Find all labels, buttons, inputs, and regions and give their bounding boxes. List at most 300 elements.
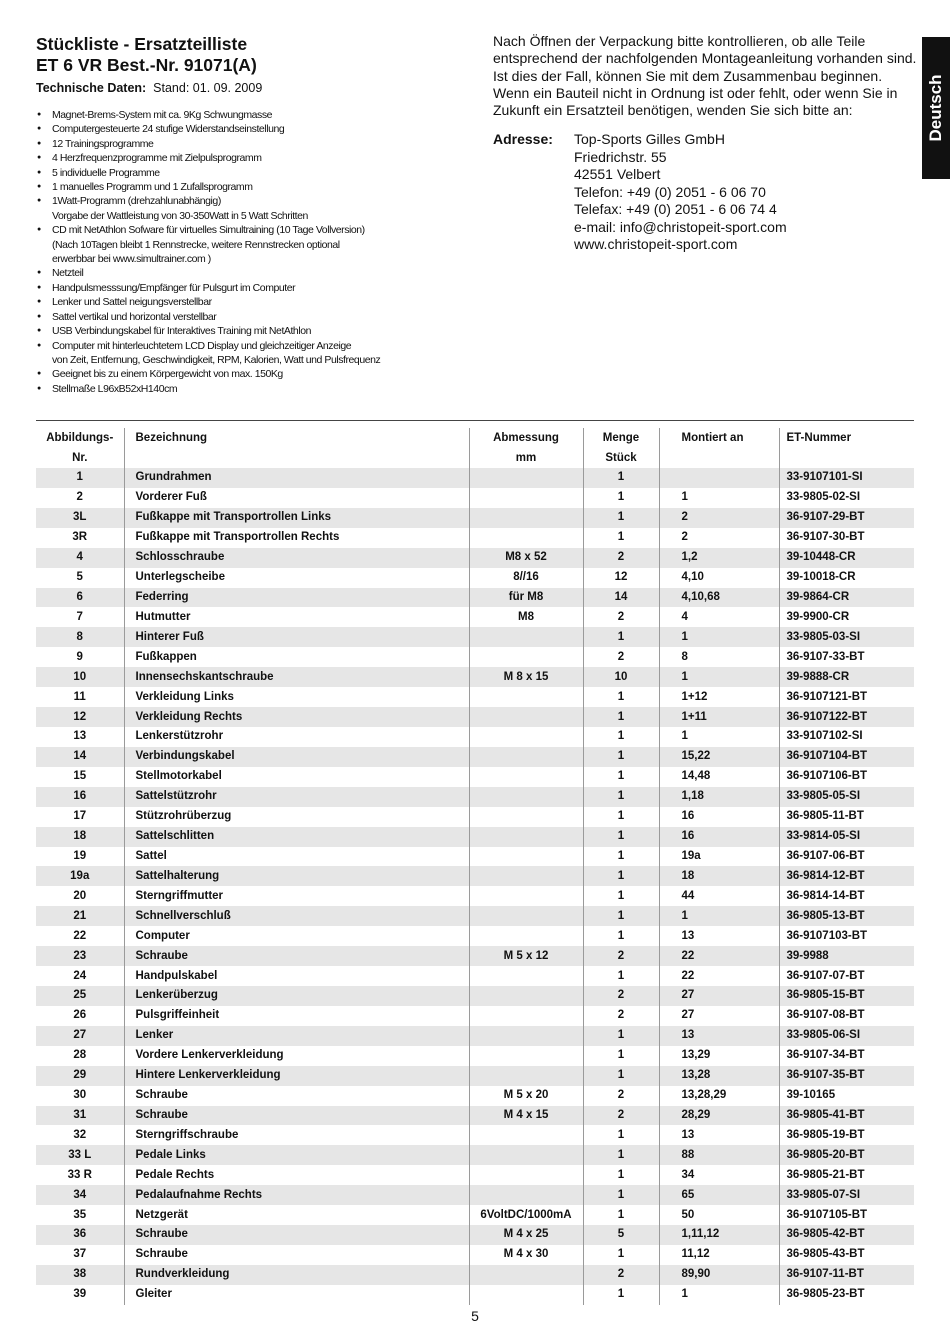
cell-et-nummer: 33-9107102-SI: [786, 730, 863, 743]
cell-abmessung: [469, 1125, 583, 1145]
cell-menge: 1: [583, 687, 659, 707]
address-line: Friedrichstr. 55: [574, 148, 667, 165]
address-line: www.christopeit-sport.com: [574, 236, 738, 252]
cell-menge: 10: [583, 667, 659, 687]
cell-et-nummer: 33-9805-03-SI: [779, 627, 914, 647]
cell-et-nummer: 36-9805-20-BT: [779, 1145, 914, 1165]
cell-montiert-an: 16: [659, 827, 779, 847]
cell-montiert-an: 13: [659, 926, 779, 946]
cell-bezeichnung: Hintere Lenkerverkleidung: [124, 1066, 469, 1086]
cell-menge: 1: [583, 1066, 659, 1086]
table-row: [36, 1285, 914, 1305]
cell-abmessung: [469, 1145, 583, 1165]
cell-et-nummer: 39-9864-CR: [779, 588, 914, 608]
feature-text: ● 12 Trainingsprogramme: [52, 137, 154, 150]
cell-menge: 1: [583, 1125, 659, 1145]
cell-menge: 1: [583, 1165, 659, 1185]
cell-montiert-an: 4: [659, 607, 779, 627]
cell-montiert-an: 2: [659, 508, 779, 528]
feature-text: ● Netzteil: [52, 267, 84, 280]
table-row: [36, 827, 914, 847]
cell-abmessung: [469, 508, 583, 528]
cell-abmessung: [469, 847, 583, 867]
feature-text: ● USB Verbindungskabel für Interaktives Training mit NetAthlon: [52, 325, 311, 338]
cell-abmessung: [469, 747, 583, 767]
cell-menge: 1: [583, 627, 659, 647]
cell-abmessung: M 5 x 12: [469, 946, 583, 966]
cell-menge: 2: [583, 946, 659, 966]
cell-et-nummer: 36-9107-35-BT: [779, 1066, 914, 1086]
cell-bezeichnung: Rundverkleidung: [124, 1265, 469, 1285]
cell-bezeichnung: Sattel: [124, 847, 469, 867]
table-row: [36, 568, 914, 588]
cell-abmessung: [469, 1066, 583, 1086]
table-row: [36, 1066, 914, 1086]
address-line: e-mail: info@christopeit-sport.com: [574, 218, 787, 235]
feature-text: ● Handpulsmesssung/Empfänger für Pulsgurt im Computer: [52, 281, 296, 294]
cell-montiert-an: 16: [659, 807, 779, 827]
cell-nr: 14: [36, 747, 124, 767]
table-row: [36, 807, 914, 827]
cell-montiert-an: 1: [659, 727, 779, 747]
cell-montiert-an: 27: [659, 986, 779, 1006]
feature-text: von Zeit, Entfernung, Geschwindigkeit, RPM, Kalorien, Watt und Pulsfrequenz: [52, 353, 381, 366]
cell-et-nummer: 33-9814-05-SI: [779, 827, 914, 847]
technical-data-date: Stand: 01. 09. 2009: [153, 81, 263, 95]
cell-nr: 32: [36, 1125, 124, 1145]
cell-bezeichnung: Pedalaufnahme Rechts: [124, 1185, 469, 1205]
cell-nr: 12: [36, 707, 124, 727]
cell-nr: 24: [36, 966, 124, 986]
feature-text: ● Lenker und Sattel neigungsverstellbar: [52, 296, 212, 309]
feature-item: [36, 122, 380, 136]
cell-bezeichnung: Schraube: [124, 1225, 469, 1245]
header-et-nummer: ET-Nummer: [786, 431, 852, 444]
cell-nr: 26: [36, 1006, 124, 1026]
address-lines: [574, 131, 834, 254]
cell-montiert-an: 1: [659, 667, 779, 687]
cell-abmessung: [469, 707, 583, 727]
cell-nr: 31: [36, 1106, 124, 1126]
cell-abmessung: [469, 906, 583, 926]
cell-nr: 11: [36, 687, 124, 707]
feature-text: Vorgabe der Wattleistung von 30-350Watt in 5 Watt Schritten: [52, 209, 308, 222]
table-row: [36, 607, 914, 627]
table-row: [36, 588, 914, 608]
cell-menge: 1: [583, 926, 659, 946]
technical-data-line: [36, 80, 262, 96]
cell-bezeichnung: Vorderer Fuß: [124, 488, 469, 508]
cell-nr: 23: [36, 946, 124, 966]
cell-nr: 7: [36, 607, 124, 627]
cell-menge: 1: [583, 1145, 659, 1165]
cell-montiert-an: 19a: [659, 847, 779, 867]
cell-nr: 19: [36, 847, 124, 867]
cell-nr: 9: [36, 647, 124, 667]
cell-bezeichnung: Lenkerüberzug: [124, 986, 469, 1006]
document-title: [36, 34, 257, 76]
cell-montiert-an: 13,29: [659, 1046, 779, 1066]
cell-abmessung: [469, 1165, 583, 1185]
cell-et-nummer: 36-9805-43-BT: [786, 1248, 865, 1261]
cell-menge: 1: [583, 767, 659, 787]
cell-menge: 1: [583, 747, 659, 767]
cell-menge: 1: [583, 807, 659, 827]
cell-abmessung: [469, 767, 583, 787]
cell-abmessung: M 4 x 15: [469, 1106, 583, 1126]
cell-bezeichnung: Netzgerät: [124, 1205, 469, 1225]
cell-abmessung: [469, 468, 583, 488]
cell-et-nummer: 36-9107-07-BT: [786, 969, 865, 982]
cell-et-nummer: 36-9107103-BT: [786, 929, 868, 942]
cell-menge: 1: [583, 827, 659, 847]
cell-menge: 1: [583, 847, 659, 867]
cell-menge: 1: [583, 1046, 659, 1066]
table-row: [36, 548, 914, 568]
cell-abmessung: für M8: [469, 588, 583, 608]
table-row: [36, 1225, 914, 1245]
cell-et-nummer: 36-9805-13-BT: [779, 906, 914, 926]
cell-nr: 3L: [36, 508, 124, 528]
table-row: [36, 1205, 914, 1225]
cell-abmessung: [469, 687, 583, 707]
cell-abmessung: 6VoltDC/1000mA: [469, 1205, 583, 1225]
feature-text: ● Computer mit hinterleuchtetem LCD Display und gleichzeitiger Anzeige: [52, 339, 352, 352]
cell-nr: 3R: [36, 528, 124, 548]
table-row: [36, 866, 914, 886]
feature-text: ● Magnet-Brems-System mit ca. 9Kg Schwungmasse: [52, 109, 273, 121]
header-montiert-sub: [659, 448, 779, 468]
table-row: [36, 946, 914, 966]
cell-nr: 15: [36, 767, 124, 787]
cell-montiert-an: 1: [659, 627, 779, 647]
title-line-2: ET 6 VR Best.-Nr. 91071(A): [36, 55, 257, 75]
title-line-1: Stückliste - Ersatzteilliste: [36, 34, 248, 54]
cell-nr: 37: [36, 1245, 124, 1265]
cell-abmessung: M 4 x 25: [469, 1225, 583, 1245]
cell-montiert-an: 34: [659, 1165, 779, 1185]
cell-bezeichnung: Verkleidung Rechts: [124, 707, 469, 727]
header-et-sub: [779, 448, 914, 468]
cell-montiert-an: 1,18: [659, 787, 779, 807]
cell-abmessung: [469, 1026, 583, 1046]
cell-nr: 20: [36, 886, 124, 906]
cell-bezeichnung: Sattelschlitten: [124, 827, 469, 847]
cell-montiert-an: 13,28,29: [659, 1086, 779, 1106]
feature-item: [36, 339, 380, 368]
cell-nr: 5: [36, 568, 124, 588]
cell-bezeichnung: Handpulskabel: [124, 966, 469, 986]
cell-menge: 1: [583, 906, 659, 926]
cell-abmessung: [469, 787, 583, 807]
feature-text: ● Sattel vertikal und horizontal verstellbar: [52, 310, 217, 323]
cell-abmessung: M 8 x 15: [469, 667, 583, 687]
cell-et-nummer: 36-9107-30-BT: [786, 531, 865, 544]
cell-menge: 14: [583, 588, 659, 608]
cell-menge: 1: [583, 1205, 659, 1225]
cell-montiert-an: 8: [659, 647, 779, 667]
page-number: 5: [471, 1308, 479, 1324]
cell-abmessung: 8//16: [469, 568, 583, 588]
cell-nr: 4: [36, 548, 124, 568]
cell-bezeichnung: Federring: [124, 588, 469, 608]
cell-et-nummer: 39-10165: [786, 1089, 836, 1102]
cell-montiert-an: 27: [659, 1006, 779, 1026]
feature-list: [36, 108, 380, 396]
cell-et-nummer: 36-9805-19-BT: [786, 1128, 865, 1141]
cell-nr: 21: [36, 906, 124, 926]
cell-bezeichnung: Fußkappen: [124, 647, 469, 667]
cell-bezeichnung: Gleiter: [124, 1285, 469, 1305]
cell-et-nummer: 39-9900-CR: [786, 610, 850, 623]
cell-bezeichnung: Schraube: [124, 946, 469, 966]
cell-bezeichnung: Fußkappe mit Transportrollen Links: [124, 508, 469, 528]
cell-et-nummer: 33-9805-02-SI: [786, 491, 861, 504]
cell-nr: 27: [36, 1026, 124, 1046]
cell-abmessung: [469, 827, 583, 847]
feature-item: [36, 223, 380, 266]
cell-bezeichnung: Sterngriffmutter: [124, 886, 469, 906]
table-row: [36, 1165, 914, 1185]
cell-nr: 2: [36, 488, 124, 508]
cell-nr: 33 R: [36, 1165, 124, 1185]
cell-et-nummer: 33-9107101-SI: [779, 468, 914, 488]
table-row: [36, 1125, 914, 1145]
cell-nr: 39: [36, 1285, 124, 1305]
feature-text: erwerbbar bei www.simultrainer.com ): [52, 253, 211, 266]
header-bezeichnung: Bezeichnung: [124, 428, 469, 448]
cell-bezeichnung: Lenker: [124, 1026, 469, 1046]
cell-bezeichnung: Pedale Links: [124, 1145, 469, 1165]
cell-et-nummer: 36-9805-23-BT: [786, 1288, 865, 1301]
table-row: [36, 1006, 914, 1026]
feature-item: [36, 151, 380, 165]
cell-menge: 12: [583, 568, 659, 588]
cell-et-nummer: 36-9107-29-BT: [779, 508, 914, 528]
cell-menge: 2: [583, 1006, 659, 1026]
cell-montiert-an: 1: [659, 906, 779, 926]
cell-menge: 1: [583, 1245, 659, 1265]
cell-nr: 30: [36, 1086, 124, 1106]
cell-bezeichnung: Stützrohrüberzug: [124, 807, 469, 827]
cell-et-nummer: 36-9805-15-BT: [779, 986, 914, 1006]
cell-nr: 33 L: [36, 1145, 124, 1165]
cell-abmessung: M8: [469, 607, 583, 627]
feature-text: ● Stellmaße L96xB52xH140cm: [52, 382, 178, 395]
cell-menge: 1: [583, 488, 659, 508]
cell-abmessung: [469, 886, 583, 906]
language-tab: [922, 37, 950, 179]
address-line: Top-Sports Gilles GmbH: [574, 131, 725, 147]
technical-data-label: Technische Daten:: [36, 81, 147, 95]
feature-item: [36, 108, 380, 122]
cell-montiert-an: 1+12: [659, 687, 779, 707]
cell-et-nummer: 36-9805-41-BT: [779, 1106, 914, 1126]
cell-abmessung: [469, 1006, 583, 1026]
table-row: [36, 1185, 914, 1205]
feature-item: [36, 295, 380, 309]
cell-abmessung: M 4 x 30: [469, 1245, 583, 1265]
cell-bezeichnung: Schraube: [124, 1106, 469, 1126]
table-row: [36, 667, 914, 687]
cell-nr: 34: [36, 1185, 124, 1205]
cell-bezeichnung: Lenkerstützrohr: [124, 727, 469, 747]
cell-et-nummer: 36-9805-11-BT: [786, 810, 864, 823]
cell-et-nummer: 36-9107-08-BT: [786, 1009, 865, 1022]
cell-abmessung: [469, 866, 583, 886]
cell-montiert-an: 15,22: [659, 747, 779, 767]
cell-bezeichnung: Pedale Rechts: [124, 1165, 469, 1185]
table-row: [36, 508, 914, 528]
table-row: [36, 747, 914, 767]
cell-bezeichnung: Schraube: [124, 1086, 469, 1106]
table-row: [36, 926, 914, 946]
table-row: [36, 707, 914, 727]
cell-bezeichnung: Schraube: [124, 1245, 469, 1265]
feature-item: [36, 281, 380, 295]
cell-nr: 35: [36, 1205, 124, 1225]
feature-item: [36, 382, 380, 396]
cell-abmessung: [469, 986, 583, 1006]
cell-montiert-an: [659, 468, 779, 488]
cell-nr: 25: [36, 986, 124, 1006]
cell-menge: 2: [583, 1265, 659, 1285]
cell-nr: 36: [36, 1225, 124, 1245]
cell-et-nummer: 36-9107-06-BT: [786, 849, 865, 862]
cell-abmessung: [469, 528, 583, 548]
cell-et-nummer: 36-9805-42-BT: [779, 1225, 914, 1245]
feature-item: [36, 324, 380, 338]
cell-bezeichnung: Grundrahmen: [124, 468, 469, 488]
cell-abmessung: [469, 1046, 583, 1066]
cell-bezeichnung: Pulsgriffeinheit: [124, 1006, 469, 1026]
table-row: [36, 468, 914, 488]
cell-montiert-an: 44: [659, 886, 779, 906]
address-line: Telefax: +49 (0) 2051 - 6 06 74 4: [574, 201, 777, 217]
cell-et-nummer: 33-9805-07-SI: [779, 1185, 914, 1205]
feature-text: ● 1 manuelles Programm und 1 Zufallsprogramm: [52, 181, 253, 194]
language-tab-label: Deutsch: [926, 74, 945, 142]
cell-montiert-an: 1: [659, 488, 779, 508]
table-row: [36, 966, 914, 986]
address-line: 42551 Velbert: [574, 166, 661, 182]
cell-menge: 2: [583, 647, 659, 667]
cell-et-nummer: 33-9805-06-SI: [779, 1026, 914, 1046]
table-row: [36, 647, 914, 667]
feature-text: ● 5 individuelle Programme: [52, 166, 160, 179]
cell-bezeichnung: Innensechskantschraube: [124, 667, 469, 687]
feature-text: (Nach 10Tagen bleibt 1 Rennstrecke, weitere Rennstrecken optional: [52, 238, 340, 251]
parts-table-header: [36, 428, 914, 468]
feature-item: [36, 180, 380, 194]
cell-nr: 19a: [36, 866, 124, 886]
cell-abmessung: [469, 727, 583, 747]
cell-et-nummer: 36-9814-14-BT: [786, 889, 865, 902]
cell-montiert-an: 50: [659, 1205, 779, 1225]
cell-montiert-an: 4,10,68: [659, 588, 779, 608]
cell-et-nummer: 36-9107122-BT: [779, 707, 914, 727]
table-row: [36, 1245, 914, 1265]
table-row: [36, 787, 914, 807]
cell-bezeichnung: Sterngriffschraube: [124, 1125, 469, 1145]
cell-et-nummer: 36-9814-12-BT: [779, 866, 914, 886]
cell-bezeichnung: Vordere Lenkerverkleidung: [124, 1046, 469, 1066]
cell-montiert-an: 88: [659, 1145, 779, 1165]
cell-bezeichnung: Verbindungskabel: [124, 747, 469, 767]
feature-text: ● Computergesteuerte 24 stufige Widerstandseinstellung: [52, 123, 285, 136]
cell-abmessung: [469, 1185, 583, 1205]
header-row-1: [36, 428, 914, 448]
cell-menge: 1: [583, 727, 659, 747]
cell-nr: 22: [36, 926, 124, 946]
cell-abmessung: M 5 x 20: [469, 1086, 583, 1106]
parts-table-body: [36, 468, 914, 1305]
cell-montiert-an: 11,12: [659, 1245, 779, 1265]
cell-nr: 10: [36, 667, 124, 687]
cell-menge: 1: [583, 966, 659, 986]
header-row-2: [36, 448, 914, 468]
cell-nr: 28: [36, 1046, 124, 1066]
cell-montiert-an: 22: [659, 946, 779, 966]
cell-menge: 2: [583, 1106, 659, 1126]
feature-item: [36, 194, 380, 223]
cell-bezeichnung: Sattelstützrohr: [124, 787, 469, 807]
table-row: [36, 727, 914, 747]
cell-menge: 5: [583, 1225, 659, 1245]
feature-text: ● Geeignet bis zu einem Körpergewicht von max. 150Kg: [52, 368, 283, 381]
cell-menge: 2: [583, 548, 659, 568]
cell-menge: 1: [583, 866, 659, 886]
header-abmessung-unit: mm: [469, 448, 583, 468]
cell-bezeichnung: Schnellverschluß: [124, 906, 469, 926]
feature-item: [36, 310, 380, 324]
cell-montiert-an: 13: [659, 1125, 779, 1145]
cell-et-nummer: 39-9888-CR: [779, 667, 914, 687]
cell-menge: 1: [583, 1026, 659, 1046]
cell-menge: 1: [583, 528, 659, 548]
address-line: Telefon: +49 (0) 2051 - 6 06 70: [574, 183, 766, 200]
cell-et-nummer: 36-9107104-BT: [779, 747, 914, 767]
table-row: [36, 906, 914, 926]
feature-item: [36, 166, 380, 180]
header-menge-unit: Stück: [583, 448, 659, 468]
cell-menge: 1: [583, 508, 659, 528]
cell-montiert-an: 4,10: [659, 568, 779, 588]
table-row: [36, 1265, 914, 1285]
table-row: [36, 1145, 914, 1165]
header-nr: Abbildungs-: [36, 428, 124, 448]
table-row: [36, 886, 914, 906]
intro-paragraph: Nach Öffnen der Verpackung bitte kontrollieren, ob alle Teile entsprechend der nachfolgenden Montageanleitung vorhanden sind. Ist dies der Fall, können Sie mit dem Zusammenbau beginnen. Wenn ein Bauteil nicht in Ordnung ist oder fehlt, oder wenn Sie in Zukunft ein Ersatzteil benötigen, wenden Sie sich bitte an:: [493, 33, 917, 119]
cell-abmessung: [469, 488, 583, 508]
table-row: [36, 1026, 914, 1046]
cell-menge: 1: [583, 787, 659, 807]
feature-item: [36, 137, 380, 151]
cell-et-nummer: 36-9107105-BT: [786, 1208, 868, 1221]
table-row: [36, 627, 914, 647]
feature-text: ● CD mit NetAthlon Sofware für virtuelles Simultraining (10 Tage Vollversion): [52, 224, 365, 237]
cell-abmessung: [469, 647, 583, 667]
cell-abmessung: [469, 1265, 583, 1285]
cell-et-nummer: 36-9107-33-BT: [786, 650, 865, 663]
cell-abmessung: [469, 926, 583, 946]
table-row: [36, 528, 914, 548]
cell-nr: 16: [36, 787, 124, 807]
cell-menge: 1: [583, 886, 659, 906]
cell-nr: 6: [36, 588, 124, 608]
cell-et-nummer: 36-9107121-BT: [786, 690, 868, 703]
address-label: Adresse:: [493, 131, 553, 147]
